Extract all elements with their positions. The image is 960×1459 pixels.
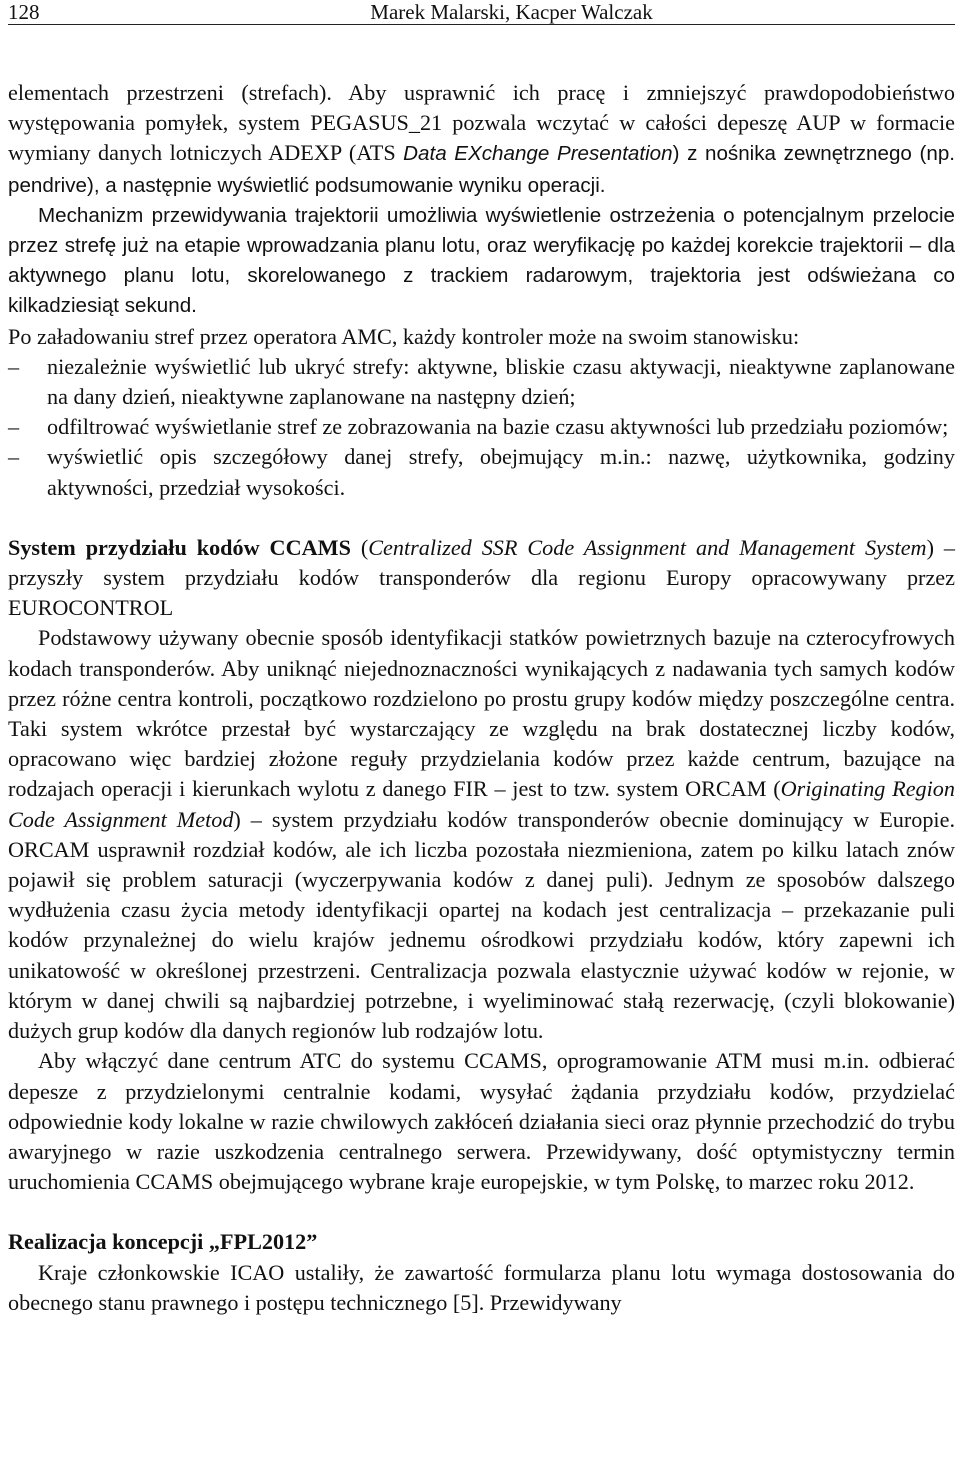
section-heading-ccams: System przydziału kodów CCAMS bbox=[8, 534, 351, 560]
page-header bbox=[8, 0, 955, 25]
page-number: 128 bbox=[8, 0, 40, 24]
paragraph-ccams-atc: Aby włączyć dane centrum ATC do systemu CCAMS, oprogramowanie ATM musi m.in. odbierać depesze z przydzielonymi centralnie kodami, wysyłać żądania przydziału kodów, przydzielać odpowiednie kody lokalne w razie chwilowych zakłóceń działania sieci oraz płynnie przechodzić do trybu awaryjnego w razie uszkodzenia centralnego serwera. Przewidywany, dość optymistyczny termin uruchomienia CCAMS obejmującego wybrane kraje europejskie, w tym Polskę, to marzec roku 2012. bbox=[8, 1048, 955, 1195]
article-body bbox=[8, 78, 955, 1318]
list-item: – wyświetlić opis szczegółowy danej strefy, obejmujący m.in.: nazwę, użytkownika, godziny aktywności, przedział wysokości. bbox=[8, 444, 955, 500]
paragraph-trajectory: Mechanizm przewidywania trajektorii umożliwia wyświetlenie ostrzeżenia o potencjalnym przelocie przez strefę już na etapie wprowadzania planu lotu, oraz weryfikację po każdej korekcie trajektorii – dla aktywnego planu lotu, skorelowanego z trackiem radarowym, trajektoria jest odświeżana co kilkadziesiąt sekund. bbox=[8, 203, 955, 318]
paragraph-controller-options: Po załadowaniu stref przez operatora AMC, każdy kontroler może na swoim stanowisku: bbox=[8, 323, 800, 349]
paragraph-orcam: Podstawowy używany obecnie sposób identyfikacji statków powietrznych bazuje na czterocyfrowych kodach transponderów. Aby uniknąć niejednoznaczności wynikających z nadawania tych samych kodów przez różne centra kontroli, początkowo rozdzielono po prostu grupy kodów między poszczególne centra. Taki system wkrótce przestał być wystarczający ze względu na brak dostatecznej liczby kodów, opracowano więc bardziej złożone reguły przydzielania kodów przez każde centrum, bazujące na rodzajach operacji i kierunkach wylotu z danego FIR – jest to tzw. system ORCAM (Originating Region Code Assignment Metod) – system przydziału kodów transponderów obecnie dominujący w Europie. ORCAM usprawnił rozdział kodów, ale ich liczba pozostała niezmieniona, zatem po kilku latach znów pojawił się problem saturacji (wyczerpywania kodów z danej puli). Jednym ze sposobów dalszego wydłużenia czasu życia metody identyfikacji opartej na kodach jest centralizacja – przekazanie puli kodów przynależnej do wielu krajów jednemu ośrodkowi przydziału kodów, który zapewni ich unikatowość w określonej przestrzeni. Centralizacja pozwala elastycznie używać kodów w rejonie, w którym w danej chwili są najbardziej potrzebne, i wyeliminować stałą rezerwację, (czyli blokowanie) dużych grup kodów dla danych regionów lub rodzajów lotu. bbox=[8, 625, 955, 1044]
controller-options-list bbox=[8, 352, 955, 503]
dash-bullet: – bbox=[8, 414, 20, 440]
dash-bullet: – bbox=[8, 353, 20, 379]
paragraph-intro: elementach przestrzeni (strefach). Aby usprawnić ich pracę i zmniejszyć prawdopodobieństwo występowania pomyłek, system PEGASUS_21 pozwala wczytać w całości depeszę AUP w formacie wymiany danych lotniczych ADEXP (ATS Data EXchange Presentation) z nośnika zewnętrznego (np. pendrive), a następnie wyświetlić podsumowanie wyniku operacji. bbox=[8, 80, 955, 197]
ccams-section: System przydziału kodów CCAMS (Centralized SSR Code Assignment and Management System) – przyszły system przydziału kodów transponderów dla regionu Europy opracowywany przez EUROCONTROL bbox=[8, 534, 955, 621]
list-item: – odfiltrować wyświetlanie stref ze zobrazowania na bazie czasu aktywności lub przedziału poziomów; bbox=[8, 412, 955, 442]
dash-bullet: – bbox=[8, 444, 20, 470]
list-item: – niezależnie wyświetlić lub ukryć strefy: aktywne, bliskie czasu aktywacji, nieaktywne zaplanowane na dany dzień, nieaktywne zaplanowane na następny dzień; bbox=[8, 353, 955, 410]
section-heading-fpl2012: Realizacja koncepcji „FPL2012” bbox=[8, 1229, 318, 1255]
paragraph-fpl2012: Kraje członkowskie ICAO ustaliły, że zawartość formularza planu lotu wymaga dostosowania do obecnego stanu prawnego i postępu technicznego [5]. Przewidywany bbox=[8, 1259, 955, 1315]
running-head-authors: Marek Malarski, Kacper Walczak bbox=[370, 0, 653, 24]
page bbox=[8, 0, 955, 1315]
